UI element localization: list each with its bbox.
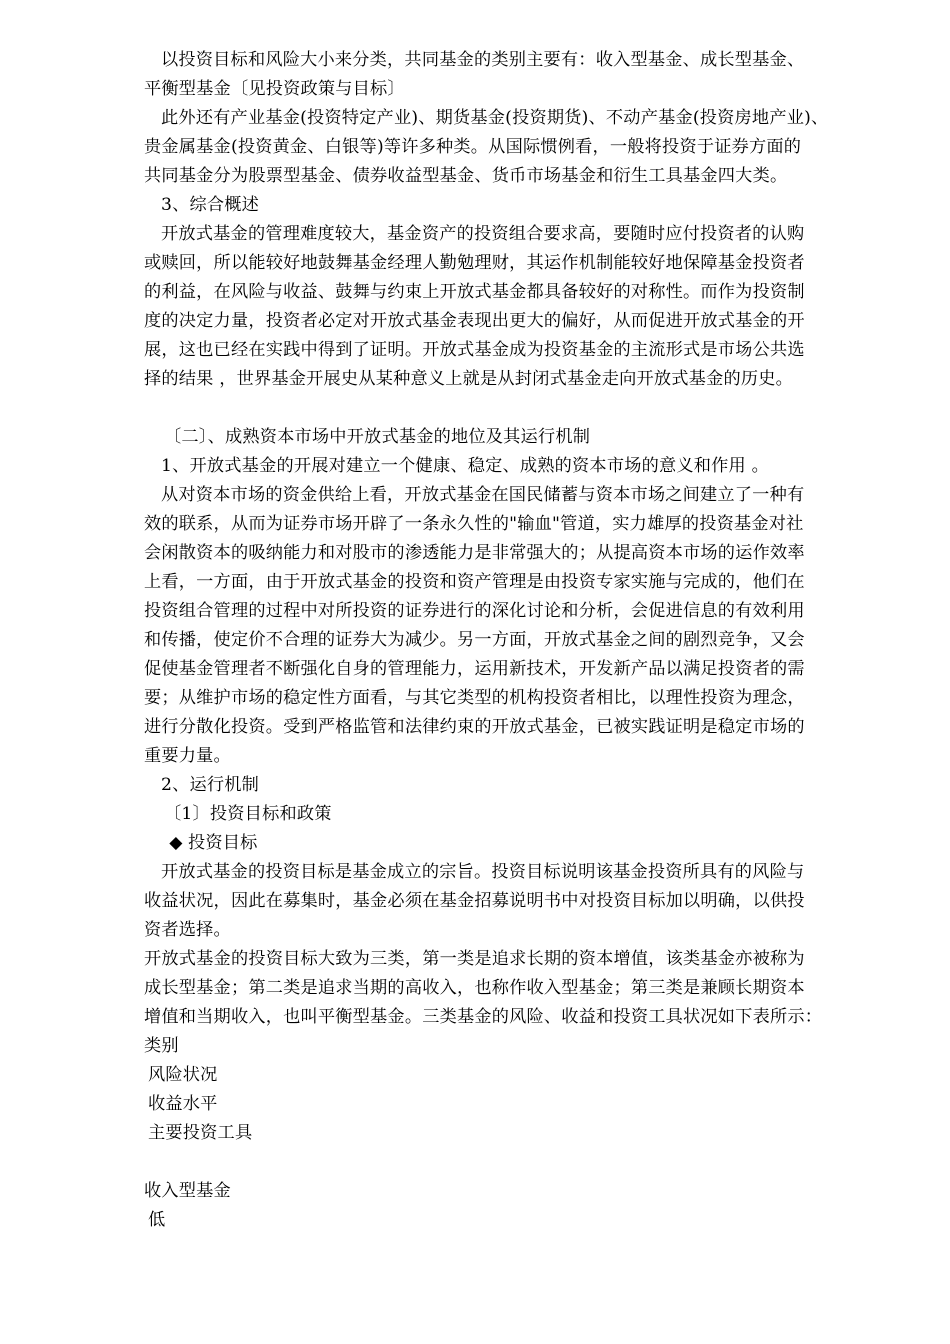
text-line (144, 539, 886, 568)
line-text: 开放式基金的投资目标大致为三类，第一类是追求长期的资本增值，该类基金亦被称为 (144, 949, 805, 969)
line-text: 要；从维护市场的稳定性方面看，与其它类型的机构投资者相比，以理性投资为理念， (144, 688, 805, 708)
line-text: 择的结果 ，世界基金开展史从某种意义上就是从封闭式基金走向开放式基金的历史。 (144, 369, 794, 389)
text-line (144, 510, 886, 539)
line-text: 从对资本市场的资金供给上看，开放式基金在国民储蓄与资本市场之间建立了一种有 (161, 485, 805, 505)
text-line (144, 800, 886, 829)
line-text: 投资目标 (188, 833, 258, 853)
line-text: 效的联系，从而为证券市场开辟了一条永久性的"输血"管道，实力雄厚的投资基金对社 (144, 514, 804, 534)
text-line (144, 597, 886, 626)
text-line (144, 452, 886, 481)
line-text: 度的决定力量，投资者必定对开放式基金表现出更大的偏好，从而促进开放式基金的开 (144, 311, 805, 331)
text-line (144, 481, 886, 510)
line-text: 1、开放式基金的开展对建立一个健康、稳定、成熟的资本市场的意义和作用 。 (161, 456, 769, 476)
text-line (144, 626, 886, 655)
text-line (144, 423, 886, 452)
line-text: 和传播，使定价不合理的证券大为减少。另一方面，开放式基金之间的剧烈竞争，又会 (144, 630, 805, 650)
text-line (144, 307, 886, 336)
line-text: 上看，一方面，由于开放式基金的投资和资产管理是由投资专家实施与完成的，他们在 (144, 572, 805, 592)
text-line (144, 858, 886, 887)
line-text: 风险状况 (148, 1065, 218, 1085)
line-text: 〔1〕投资目标和政策 (164, 804, 332, 824)
document-page (144, 46, 886, 1235)
line-text: 开放式基金的投资目标是基金成立的宗旨。投资目标说明该基金投资所具有的风险与 (161, 862, 805, 882)
blank-line (144, 394, 886, 423)
line-text: 展，这也已经在实践中得到了证明。开放式基金成为投资基金的主流形式是市场公共选 (144, 340, 805, 360)
line-text: 会闲散资本的吸纳能力和对股市的渗透能力是非常强大的；从提高资本市场的运作效率 (144, 543, 805, 563)
text-line (144, 75, 886, 104)
text-line (144, 278, 886, 307)
line-text: 的利益，在风险与收益、鼓舞与约束上开放式基金都具备较好的对称性。而作为投资制 (144, 282, 805, 302)
line-text: 收益状况，因此在募集时，基金必须在基金招募说明书中对投资目标加以明确，以供投 (144, 891, 805, 911)
text-line (144, 742, 886, 771)
line-text: 平衡型基金〔见投资政策与目标〕 (144, 79, 405, 99)
text-line (144, 1003, 886, 1032)
blank-line (144, 1148, 886, 1177)
diamond-bullet-icon: ◆ (169, 833, 183, 853)
text-line (144, 104, 886, 133)
line-text: 〔二〕、成熟资本市场中开放式基金的地位及其运行机制 (164, 427, 591, 447)
line-text: 或赎回，所以能较好地鼓舞基金经理人勤勉理财，其运作机制能较好地保障基金投资者 (144, 253, 805, 273)
text-line (144, 829, 886, 858)
line-text: 此外还有产业基金(投资特定产业)、期货基金(投资期货)、不动产基金(投资房地产业)、 (161, 108, 829, 128)
text-line (144, 249, 886, 278)
line-text: 收入型基金 (144, 1181, 231, 1201)
text-line (144, 568, 886, 597)
text-line (144, 162, 886, 191)
line-text: 重要力量。 (144, 746, 231, 766)
text-line (144, 336, 886, 365)
text-line (144, 46, 886, 75)
text-line (144, 1206, 886, 1235)
text-line (144, 1061, 886, 1090)
text-line (144, 771, 886, 800)
text-line (144, 1177, 886, 1206)
text-line (144, 684, 886, 713)
line-text: 类别 (144, 1036, 179, 1056)
text-line (144, 1119, 886, 1148)
line-text: 共同基金分为股票型基金、债券收益型基金、货币市场基金和衍生工具基金四大类。 (144, 166, 788, 186)
line-text: 以投资目标和风险大小来分类，共同基金的类别主要有：收入型基金、成长型基金、 (161, 50, 805, 70)
line-text: 主要投资工具 (148, 1123, 253, 1143)
line-text: 低 (148, 1210, 166, 1230)
line-text: 促使基金管理者不断强化自身的管理能力，运用新技术，开发新产品以满足投资者的需 (144, 659, 805, 679)
line-text: 3、综合概述 (161, 195, 260, 215)
text-line (144, 220, 886, 249)
text-line (144, 916, 886, 945)
text-line (144, 655, 886, 684)
line-text: 收益水平 (148, 1094, 218, 1114)
text-line (144, 1090, 886, 1119)
line-text: 2、运行机制 (161, 775, 260, 795)
text-line (144, 1032, 886, 1061)
text-line (144, 887, 886, 916)
line-text: 开放式基金的管理难度较大，基金资产的投资组合要求高，要随时应付投资者的认购 (161, 224, 805, 244)
text-line (144, 713, 886, 742)
text-line (144, 974, 886, 1003)
line-text: 投资组合管理的过程中对所投资的证券进行的深化讨论和分析，会促进信息的有效利用 (144, 601, 805, 621)
line-text: 贵金属基金(投资黄金、白银等)等许多种类。从国际惯例看，一般将投资于证券方面的 (144, 137, 802, 157)
line-text: 增值和当期收入，也叫平衡型基金。三类基金的风险、收益和投资工具状况如下表所示： (144, 1007, 823, 1027)
text-line (144, 945, 886, 974)
line-text: 成长型基金；第二类是追求当期的高收入，也称作收入型基金；第三类是兼顾长期资本 (144, 978, 805, 998)
text-line (144, 365, 886, 394)
text-line (144, 133, 886, 162)
text-line (144, 191, 886, 220)
line-text: 资者选择。 (144, 920, 231, 940)
line-text: 进行分散化投资。受到严格监管和法律约束的开放式基金，已被实践证明是稳定市场的 (144, 717, 805, 737)
